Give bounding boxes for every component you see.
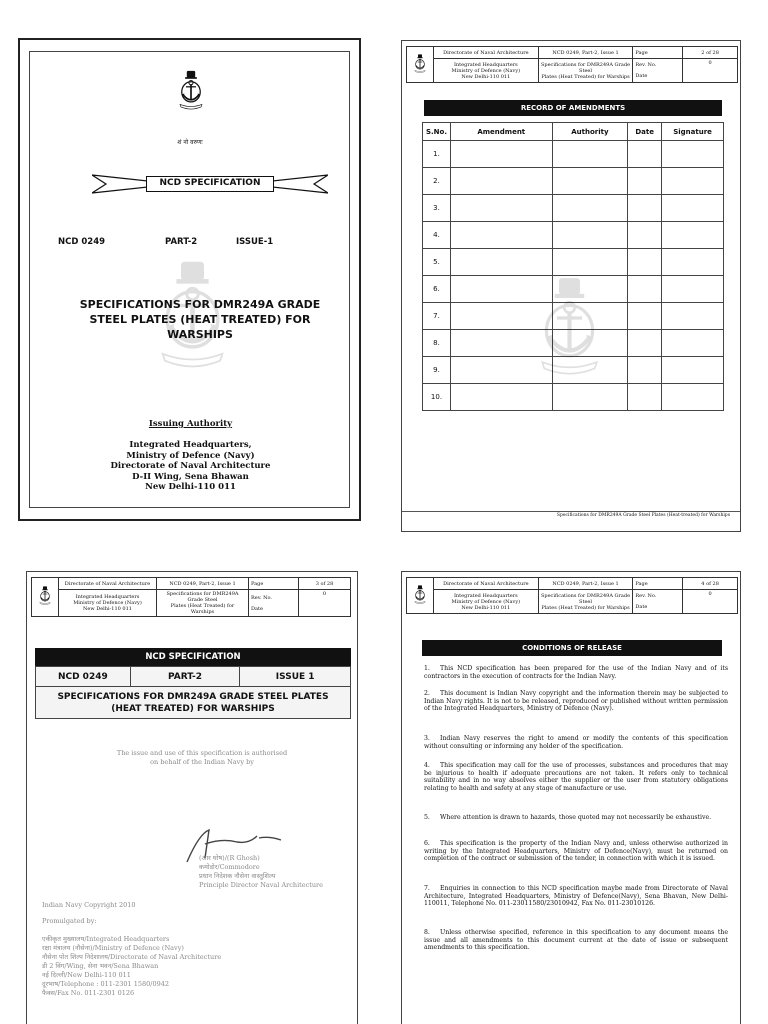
cover-inner-frame <box>29 51 350 508</box>
header-spec-title <box>538 59 633 83</box>
authorisation-statement <box>87 749 317 767</box>
promulgated-line: एकीकृत मुख्यालय/Integrated Headquarters <box>42 935 170 943</box>
header-rev-value-cell <box>299 590 351 617</box>
row-sno: 6. <box>423 276 451 303</box>
cell <box>662 249 724 276</box>
condition-text: This NCD specification has been prepared for the use of the Indian Navy and of its contractors in the execution of contracts for the Indian Navy. <box>424 665 728 680</box>
page-header <box>31 577 351 617</box>
table-row <box>423 141 724 168</box>
cell <box>552 222 628 249</box>
spec-title-bar: NCD SPECIFICATION <box>35 648 351 666</box>
condition-text: Enquiries in connection to this NCD specification maybe made from Directorate of Naval Architecture, Integrated Headquarters, Ministry of Defence(Navy), Sena Bhavan, New Delhi-110011, Telephone No. 011-23011580/23010942, Fax No. 011-23010126. <box>424 885 728 908</box>
issuing-address <box>30 440 351 493</box>
header-directorate: Directorate of Naval Architecture <box>433 47 538 59</box>
header-spec-line: Plates (Heat Treated) for Warships <box>541 604 630 611</box>
cell <box>628 141 662 168</box>
cell <box>552 141 628 168</box>
condition-item <box>424 929 728 952</box>
header-spec-title <box>157 590 249 617</box>
conditions-page <box>401 571 741 1024</box>
row-sno: 5. <box>423 249 451 276</box>
promulgated-address <box>42 935 292 998</box>
condition-number: 6. <box>424 840 430 847</box>
page-header <box>406 46 738 83</box>
spec-doc-number: NCD 0249 <box>36 667 131 687</box>
cell <box>450 141 552 168</box>
col-authority: Authority <box>552 123 628 141</box>
condition-number: 1. <box>424 665 430 672</box>
doc-part: PART-2 <box>165 237 198 247</box>
condition-number: 5. <box>424 814 430 821</box>
cell <box>628 168 662 195</box>
header-spec-line: Specifications for DMR249A Grade Steel <box>540 61 631 74</box>
address-line: Directorate of Naval Architecture <box>110 461 271 471</box>
header-spec-line: Specifications for DMR249A Grade Steel <box>166 591 239 603</box>
header-ihq-line: Integrated Headquarters <box>75 594 140 600</box>
cell <box>628 303 662 330</box>
doc-number: NCD 0249 <box>58 237 106 247</box>
issuing-authority-label: Issuing Authority <box>148 419 233 429</box>
cell <box>662 222 724 249</box>
cell <box>628 222 662 249</box>
banner-label: NCD SPECIFICATION <box>146 176 274 192</box>
table-row <box>423 222 724 249</box>
cell <box>628 384 662 411</box>
condition-item <box>424 665 728 680</box>
promulgated-line: डी 2 विंग/Wing, सेना भवन/Sena Bhawan <box>42 962 159 970</box>
header-spec-line: Plates (Heat Treated) for Warships <box>541 73 630 80</box>
cell <box>662 141 724 168</box>
address-line: Integrated Headquarters, <box>129 440 252 450</box>
header-directorate: Directorate of Naval Architecture <box>433 578 538 590</box>
header-spec-line: Specifications for DMR249A Grade Steel <box>540 592 631 605</box>
signatory-block <box>199 854 358 890</box>
authorisation-page <box>26 571 358 1024</box>
col-signature: Signature <box>662 123 724 141</box>
header-doc-ref: NCD 0249, Part-2, Issue 1 <box>538 47 633 59</box>
header-logo-cell <box>407 47 434 83</box>
cell <box>552 168 628 195</box>
header-ihq <box>433 59 538 83</box>
cell <box>662 168 724 195</box>
condition-item <box>424 885 728 908</box>
promulgated-line: नई दिल्ली/New Delhi-110 011 <box>42 971 131 979</box>
col-amendment: Amendment <box>450 123 552 141</box>
table-row <box>423 195 724 222</box>
header-ihq-line: New Delhi-110 011 <box>461 73 511 80</box>
header-ihq-line: New Delhi-110 011 <box>461 604 511 611</box>
conditions-title-bar: CONDITIONS OF RELEASE <box>422 640 722 656</box>
cell <box>552 195 628 222</box>
cell <box>662 195 724 222</box>
condition-text: This specification may call for the use of processes, substances and procedures that may be injurious to health if adequate precautions are not taken. It refers only to technical suitability and in no way absolves either the supplier or the user from statutory obligations relating to health and safety at any stage of manufacture or use. <box>424 762 728 792</box>
condition-item <box>424 814 728 822</box>
header-rev-date-labels <box>633 590 683 614</box>
header-doc-ref: NCD 0249, Part-2, Issue 1 <box>538 578 633 590</box>
condition-item <box>424 840 728 863</box>
row-sno: 10. <box>423 384 451 411</box>
amendments-page <box>401 40 741 532</box>
row-sno: 3. <box>423 195 451 222</box>
row-sno: 7. <box>423 303 451 330</box>
header-rev-value-cell <box>683 590 738 614</box>
promulgated-line: दूरभाष/Telephone : 011-2301 1580/0942 <box>42 980 170 988</box>
condition-item <box>424 690 728 713</box>
condition-number: 3. <box>424 735 430 742</box>
cover-title-line: SPECIFICATIONS FOR DMR249A GRADE <box>79 298 321 311</box>
cell <box>628 330 662 357</box>
cell <box>662 357 724 384</box>
condition-number: 4. <box>424 762 430 769</box>
header-ihq-line: Ministry of Defence (Navy) <box>451 598 521 605</box>
signatory-line: प्रधान निदेशक नौसेना वास्तुशिल्प <box>199 872 276 880</box>
promulgated-label: Promulgated by: <box>42 917 97 925</box>
col-date: Date <box>628 123 662 141</box>
promulgated-line: नौसेना पोत शिल्प निदेशालय/Directorate of Naval Architecture <box>42 953 222 961</box>
condition-text: This specification is the property of the Indian Navy and, unless otherwise authorized in writing by the Integrated Headquarters, Ministry of Defence(Navy), must be returned on completion of the contract or submission of the tender, in connection with which it is issued. <box>424 840 728 863</box>
cover-title <box>50 297 350 342</box>
signatory-line: Principle Director Naval Architecture <box>199 881 324 889</box>
navy-emblem-icon <box>170 70 212 112</box>
header-logo-cell <box>32 578 59 617</box>
header-ihq-line: Integrated Headquarters <box>453 592 518 599</box>
row-sno: 8. <box>423 330 451 357</box>
page-footer: Specifications for DMR249A Grade Steel Plates (Heat-treated) for Warships <box>402 511 740 519</box>
spec-title-line: SPECIFICATIONS FOR DMR249A GRADE STEEL PLATES <box>57 691 329 702</box>
cell <box>450 195 552 222</box>
condition-text: Indian Navy reserves the right to amend or modify the contents of this specification without consulting or informing any holder of the specification. <box>424 735 728 750</box>
header-rev-label: Rev. No. <box>251 594 273 601</box>
condition-number: 2. <box>424 690 430 697</box>
header-page-label: Page <box>633 578 683 590</box>
cover-page <box>18 38 361 521</box>
header-ihq-line: New Delhi-110 011 <box>83 606 132 612</box>
header-page-number: 3 of 28 <box>299 578 351 590</box>
page-header <box>406 577 738 614</box>
header-date-label: Date <box>251 605 263 612</box>
emblem-watermark-icon <box>517 266 622 391</box>
cell <box>628 195 662 222</box>
condition-item <box>424 762 728 792</box>
specification-banner <box>92 173 328 195</box>
address-line: D-II Wing, Sena Bhawan <box>132 471 249 482</box>
cell <box>450 168 552 195</box>
spec-id-table <box>35 666 351 719</box>
cell <box>628 276 662 303</box>
header-ihq <box>433 590 538 614</box>
spec-part: PART-2 <box>130 667 240 687</box>
header-directorate: Directorate of Naval Architecture <box>59 578 157 590</box>
header-spec-line: Plates (Heat Treated) for Warships <box>170 603 235 615</box>
header-logo-cell <box>407 578 434 614</box>
spec-title-line: (HEAT TREATED) FOR WARSHIPS <box>111 703 275 714</box>
cell <box>662 384 724 411</box>
header-date-label: Date <box>635 604 648 610</box>
header-rev-label: Rev. No. <box>635 62 657 68</box>
cover-title-line: STEEL PLATES (HEAT TREATED) FOR <box>89 313 311 326</box>
header-date-label: Date <box>635 73 648 79</box>
authorisation-line: The issue and use of this specification is authorised <box>116 749 288 757</box>
navy-emblem-icon <box>410 584 430 606</box>
header-rev-date-labels <box>249 590 299 617</box>
cell <box>662 330 724 357</box>
navy-emblem-icon <box>410 53 430 75</box>
condition-text: This document is Indian Navy copyright and the information therein may be subjected to Indian Navy rights. It is not to be released, reproduced or published without written permission of the Integrated Headquarters, Ministry of Defence (Navy). <box>424 690 728 713</box>
cell <box>450 222 552 249</box>
header-ihq-line: Integrated Headquarters <box>453 61 518 68</box>
condition-text: Unless otherwise specified, reference in this specification to any document means the issue and all amendments to this document current at the date of issue or subsequent amendments to this specification. <box>424 929 728 952</box>
header-page-number: 2 of 28 <box>683 47 738 59</box>
table-header-row <box>423 123 724 141</box>
doc-issue: ISSUE-1 <box>236 237 274 247</box>
col-sno: S.No. <box>423 123 451 141</box>
header-rev-value-cell <box>683 59 738 83</box>
cell <box>662 303 724 330</box>
header-rev-value: 0 <box>322 591 327 597</box>
header-page-label: Page <box>633 47 683 59</box>
row-sno: 4. <box>423 222 451 249</box>
cell <box>662 276 724 303</box>
header-ihq <box>59 590 157 617</box>
header-rev-date-labels <box>633 59 683 83</box>
header-doc-ref: NCD 0249, Part-2, Issue 1 <box>157 578 249 590</box>
cell <box>628 249 662 276</box>
address-line: New Delhi-110 011 <box>145 482 236 492</box>
header-rev-value: 0 <box>708 60 712 66</box>
copyright-notice: Indian Navy Copyright 2010 <box>42 901 136 909</box>
header-ihq-line: Ministry of Defence (Navy) <box>451 67 521 74</box>
header-page-label: Page <box>249 578 299 590</box>
row-sno: 2. <box>423 168 451 195</box>
condition-item <box>424 735 728 750</box>
signatory-line: (आर घोष)/(R Ghosh) <box>199 854 260 862</box>
header-ihq-line: Ministry of Defence (Navy) <box>73 600 142 606</box>
cover-title-line: WARSHIPS <box>167 328 233 341</box>
authorisation-line: on behalf of the Indian Navy by <box>150 758 254 766</box>
header-rev-label: Rev. No. <box>635 593 657 599</box>
row-sno: 9. <box>423 357 451 384</box>
address-line: Ministry of Defence (Navy) <box>126 450 255 461</box>
condition-number: 7. <box>424 885 430 892</box>
spec-title <box>36 687 351 719</box>
header-page-number: 4 of 28 <box>683 578 738 590</box>
emblem-motto: शं नो वरुणः <box>177 139 203 146</box>
promulgated-line: रक्षा मंत्रालय (नौसेना)/Ministry of Defence (Navy) <box>42 944 184 952</box>
cell <box>628 357 662 384</box>
spec-issue: ISSUE 1 <box>240 667 351 687</box>
row-sno: 1. <box>423 141 451 168</box>
table-row <box>423 168 724 195</box>
condition-number: 8. <box>424 929 430 936</box>
navy-emblem-icon <box>35 585 55 607</box>
condition-text: Where attention is drawn to hazards, those quoted may not necessarily be exhaustive. <box>440 814 712 821</box>
header-rev-value: 0 <box>708 591 712 597</box>
promulgated-line: फैक्स/Fax No. 011-2301 0126 <box>42 989 135 997</box>
amendments-title-bar: RECORD OF AMENDMENTS <box>424 100 722 116</box>
signatory-line: कमोडोर/Commodore <box>199 863 260 871</box>
header-spec-title <box>538 590 633 614</box>
